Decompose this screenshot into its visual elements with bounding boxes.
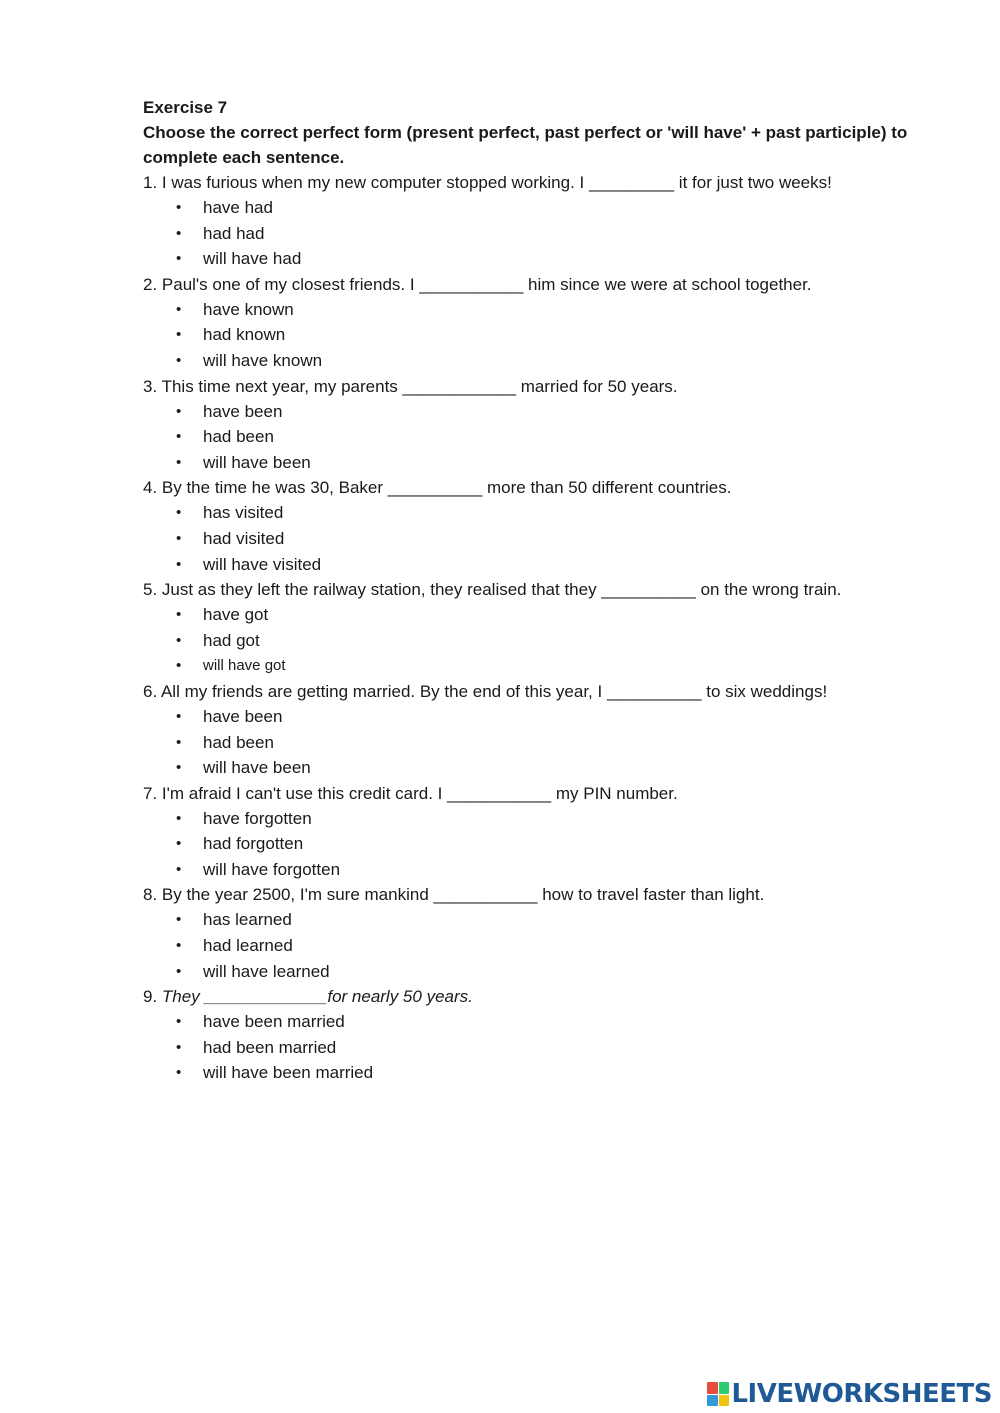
option-list — [143, 500, 943, 577]
bullet-icon: • — [176, 911, 182, 929]
option-item[interactable] — [143, 552, 943, 578]
question-3 — [143, 374, 943, 476]
bullet-icon: • — [176, 300, 182, 318]
bullet-icon: • — [176, 224, 182, 242]
question-1 — [143, 170, 943, 272]
bullet-icon: • — [176, 1038, 182, 1056]
option-item[interactable] — [143, 1035, 943, 1061]
option-item[interactable] — [143, 704, 943, 730]
option-label: have been — [203, 401, 283, 421]
option-label: have been married — [203, 1012, 345, 1032]
option-label: had had — [203, 223, 265, 243]
option-item[interactable] — [143, 653, 943, 679]
bullet-icon: • — [176, 555, 182, 573]
option-label: has learned — [203, 910, 292, 930]
option-list — [143, 907, 943, 984]
option-item[interactable] — [143, 806, 943, 832]
question-text: 6. All my friends are getting married. By the end of this year, I __________ to six weddings! — [143, 681, 828, 701]
bullet-icon: • — [176, 351, 182, 369]
option-label: had forgotten — [203, 834, 304, 854]
option-item[interactable] — [143, 907, 943, 933]
question-text — [143, 984, 943, 1009]
question-text: 8. By the year 2500, I'm sure mankind ___________ how to travel faster than light. — [143, 885, 765, 905]
question-text: 7. I'm afraid I can't use this credit card. I ___________ my PIN number. — [143, 783, 678, 803]
question-text: 2. Paul's one of my closest friends. I ___________ him since we were at school together. — [143, 274, 812, 294]
option-list — [143, 195, 943, 272]
option-label: has visited — [203, 503, 284, 523]
option-item[interactable] — [143, 1060, 943, 1086]
option-item[interactable] — [143, 297, 943, 323]
question-text: 5. Just as they left the railway station, they realised that they __________ on the wrong train. — [143, 580, 842, 600]
question-sentence: They _____________for nearly 50 years. — [161, 987, 473, 1007]
bullet-icon: • — [176, 250, 182, 268]
option-label: had been — [203, 732, 274, 752]
option-label: had known — [203, 325, 286, 345]
bullet-icon: • — [176, 199, 182, 216]
option-label: have had — [203, 198, 273, 217]
brand-name: LIVEWORKSHEETS — [731, 1379, 992, 1409]
option-item[interactable] — [143, 424, 943, 450]
option-label: will have got — [203, 657, 286, 675]
question-number: 9. — [143, 987, 158, 1007]
bullet-icon: • — [176, 835, 182, 853]
option-label: will have visited — [203, 554, 322, 574]
option-list — [143, 399, 943, 476]
option-label: had visited — [203, 528, 285, 548]
bullet-icon: • — [176, 962, 182, 980]
option-label: will have forgotten — [203, 859, 341, 879]
option-item[interactable] — [143, 730, 943, 756]
option-label: will have learned — [203, 961, 330, 981]
option-item[interactable] — [143, 602, 943, 628]
option-item[interactable] — [143, 755, 943, 781]
question-8 — [143, 882, 943, 984]
option-list — [143, 297, 943, 374]
question-4 — [143, 475, 943, 577]
option-item[interactable] — [143, 857, 943, 883]
bullet-icon: • — [176, 809, 182, 827]
option-list — [143, 806, 943, 883]
option-item[interactable] — [143, 933, 943, 959]
option-item[interactable] — [143, 195, 943, 221]
option-label: will have been married — [203, 1063, 374, 1083]
option-item[interactable] — [143, 526, 943, 552]
option-item[interactable] — [143, 221, 943, 247]
option-list — [143, 602, 943, 679]
bullet-icon: • — [176, 733, 182, 751]
option-label: have been — [203, 706, 283, 726]
bullet-icon: • — [176, 631, 182, 649]
option-label: had been — [203, 427, 274, 447]
bullet-icon: • — [176, 759, 182, 777]
option-label: have got — [203, 605, 269, 625]
bullet-icon: • — [176, 707, 182, 725]
option-list — [143, 704, 943, 781]
bullet-icon: • — [176, 657, 182, 675]
option-item[interactable] — [143, 399, 943, 425]
bullet-icon: • — [176, 606, 182, 624]
question-6 — [143, 679, 943, 781]
option-item[interactable] — [143, 959, 943, 985]
bullet-icon: • — [176, 453, 182, 471]
bullet-icon: • — [176, 428, 182, 446]
liveworksheets-logo — [707, 1380, 992, 1408]
question-9 — [143, 984, 943, 1086]
option-item[interactable] — [143, 322, 943, 348]
bullet-icon: • — [176, 937, 182, 955]
option-label: had been married — [203, 1037, 337, 1057]
option-item[interactable] — [143, 831, 943, 857]
question-5 — [143, 577, 943, 679]
cube-icon — [707, 1382, 729, 1406]
bullet-icon: • — [176, 860, 182, 878]
bullet-icon: • — [176, 529, 182, 547]
option-label: have forgotten — [203, 808, 312, 828]
option-label: will have been — [203, 758, 311, 778]
bullet-icon: • — [176, 1064, 182, 1082]
bullet-icon: • — [176, 326, 182, 344]
bullet-icon: • — [176, 504, 182, 522]
option-label: had got — [203, 630, 260, 650]
option-item[interactable] — [143, 1009, 943, 1035]
option-label: have known — [203, 299, 294, 319]
worksheet — [143, 95, 943, 1086]
option-item[interactable] — [143, 348, 943, 374]
question-text: 1. I was furious when my new computer stopped working. I _________ it for just two weeks! — [143, 173, 832, 192]
option-label: will have been — [203, 452, 311, 472]
option-item[interactable] — [143, 246, 943, 272]
question-2 — [143, 272, 943, 374]
exercise-title: Exercise 7 — [143, 98, 228, 117]
option-list — [143, 1009, 943, 1086]
question-7 — [143, 781, 943, 883]
option-label: will have known — [203, 350, 323, 370]
option-item[interactable] — [143, 450, 943, 476]
question-text: 4. By the time he was 30, Baker __________ more than 50 different countries. — [143, 478, 732, 498]
bullet-icon: • — [176, 1013, 182, 1031]
bullet-icon: • — [176, 402, 182, 420]
option-item[interactable] — [143, 628, 943, 654]
question-text: 3. This time next year, my parents ____________ married for 50 years. — [143, 376, 678, 396]
option-label: will have had — [203, 249, 302, 269]
exercise-instructions: Choose the correct perfect form (present perfect, past perfect or 'will have' + past participle) to complete each sentence. — [143, 123, 908, 167]
option-label: had learned — [203, 936, 293, 956]
option-item[interactable] — [143, 500, 943, 526]
